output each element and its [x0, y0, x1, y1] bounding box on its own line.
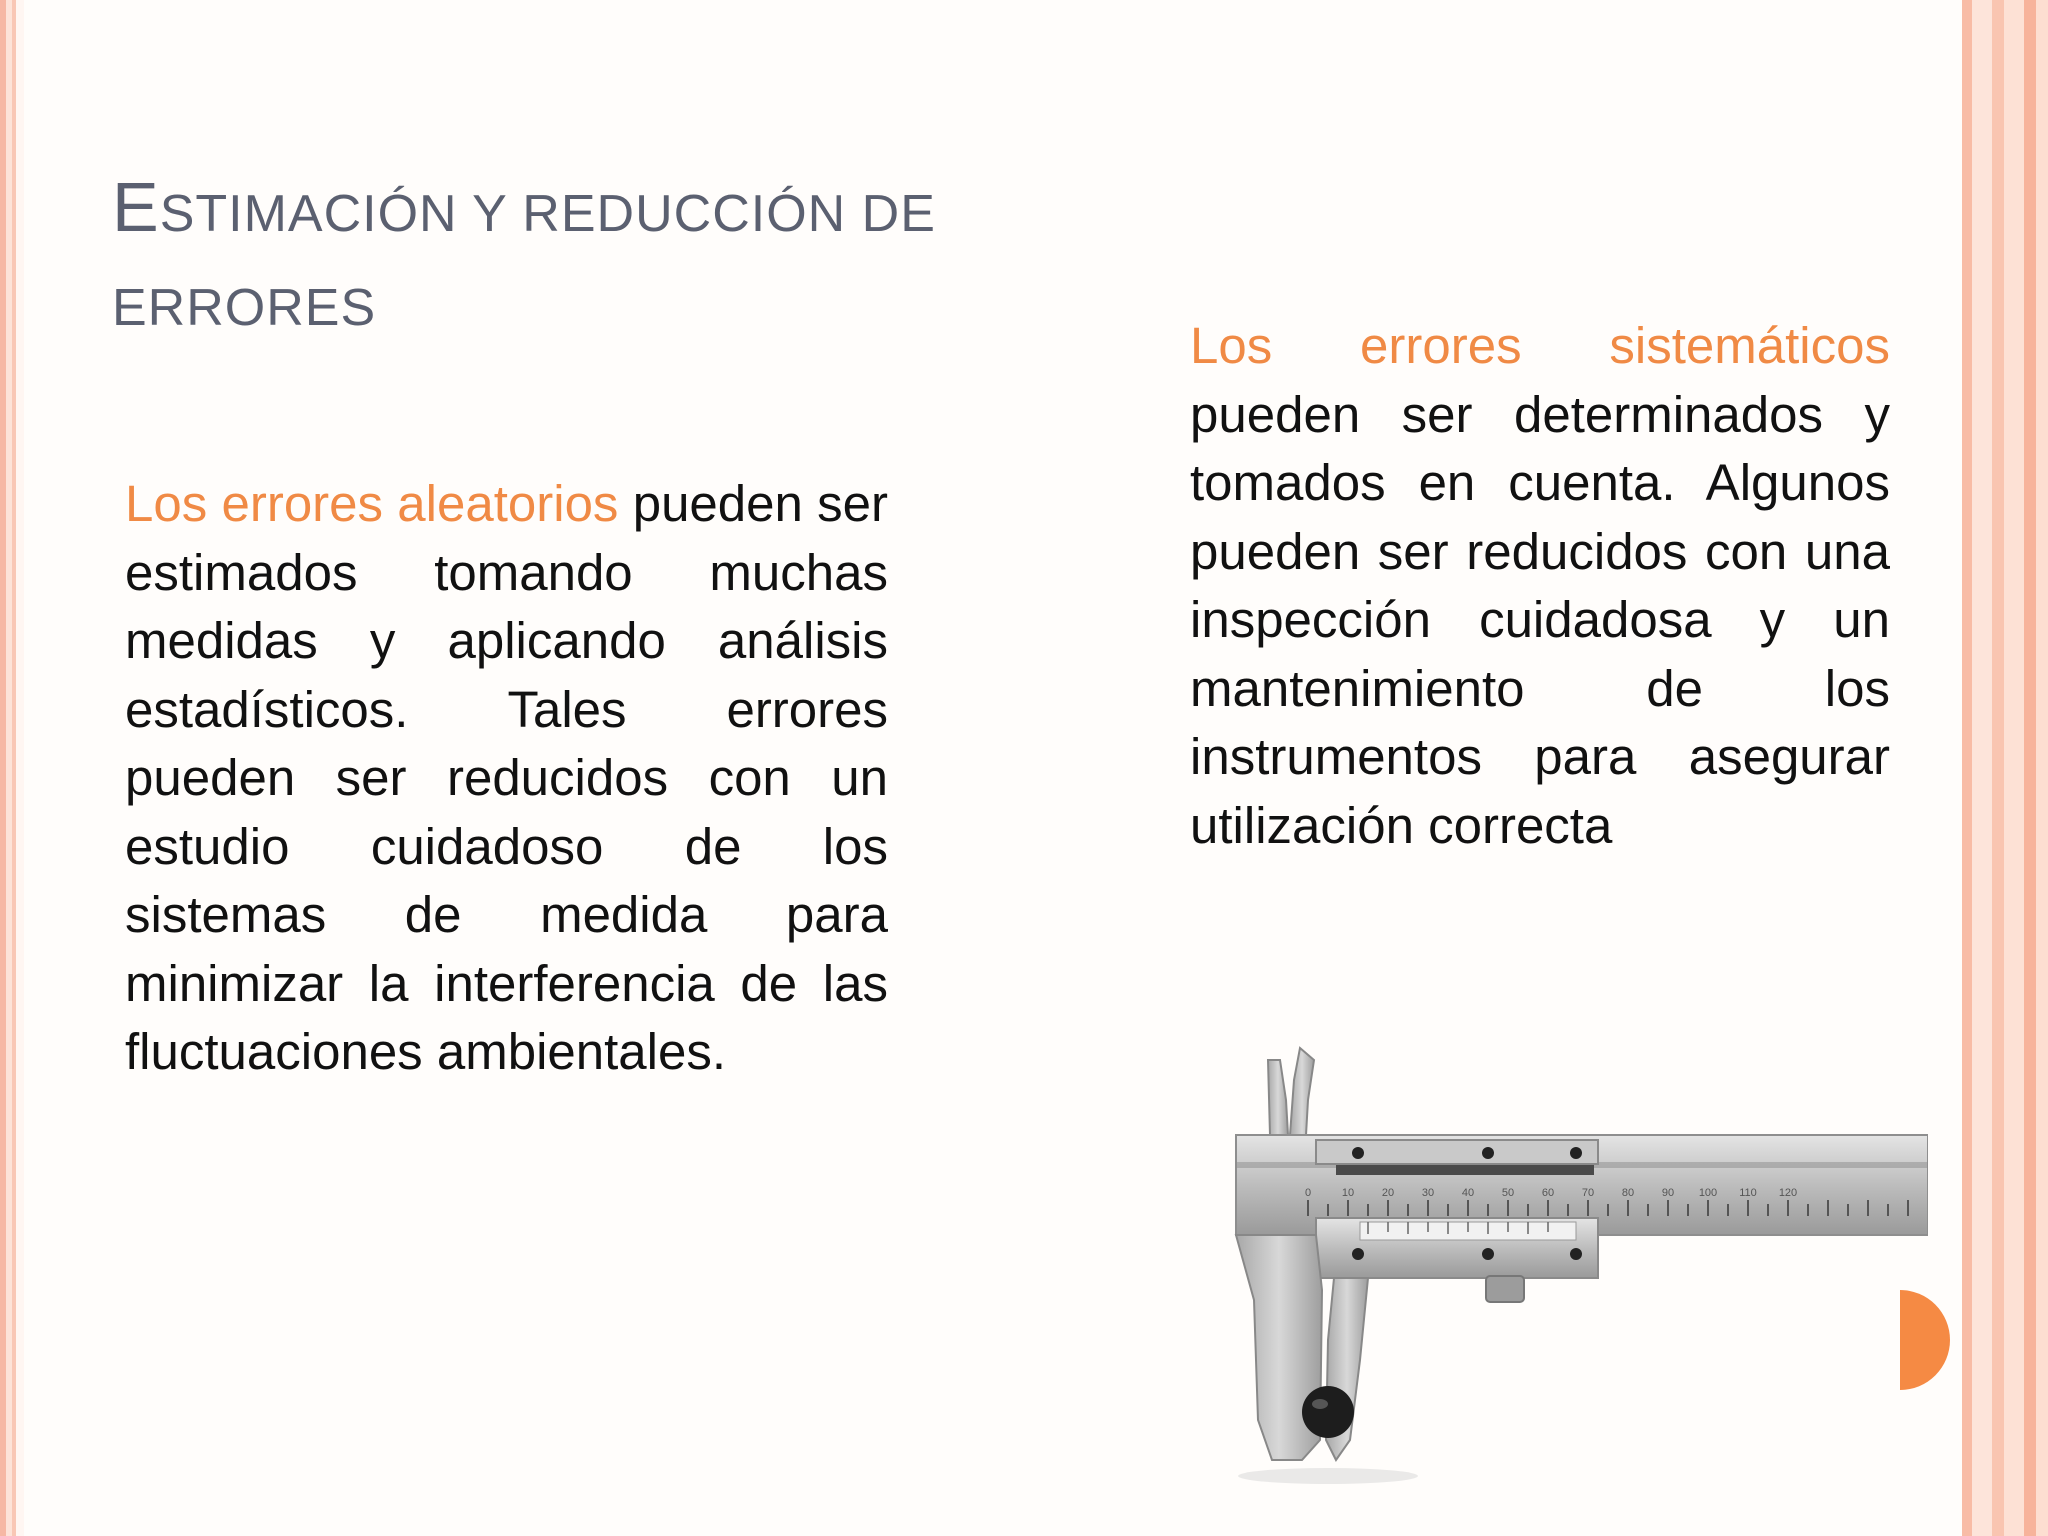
systematic-errors-paragraph	[1190, 312, 1890, 860]
random-errors-text: pueden ser estimados tomando muchas medidas y aplicando análisis estadísticos. Tales errores pueden ser reducidos con un estudio cuidadoso de los sistemas de medida para minimizar la interferencia de las fluctuaciones ambientales.	[125, 475, 888, 1080]
vernier-caliper-icon	[1218, 1040, 1928, 1490]
scale-number-70: 70	[1581, 1187, 1595, 1199]
systematic-errors-text: pueden ser determinados y tomados en cuenta. Algunos pueden ser reducidos con una inspección cuidadosa y un mantenimiento de los instrumentos para asegurar utilización correcta	[1190, 385, 1890, 854]
scale-number-30: 30	[1421, 1187, 1435, 1199]
right-border-decoration	[1958, 0, 2048, 1536]
scale-number-80: 80	[1621, 1187, 1635, 1199]
scale-number-20: 20	[1381, 1187, 1395, 1199]
scale-number-40: 40	[1461, 1187, 1475, 1199]
scale-number-120: 120	[1778, 1187, 1798, 1199]
scale-number-50: 50	[1501, 1187, 1515, 1199]
slide-title	[112, 160, 1112, 355]
scale-number-100: 100	[1698, 1187, 1718, 1199]
random-errors-paragraph	[125, 470, 888, 1087]
left-border-decoration	[0, 0, 24, 1536]
random-errors-highlight: Los errores aleatorios	[125, 475, 619, 532]
scale-number-110: 110	[1739, 1187, 1757, 1199]
title-line1: STIMACIÓN Y REDUCCIÓN DE	[159, 185, 936, 243]
scale-number-0: 0	[1304, 1187, 1312, 1199]
scale-number-60: 60	[1541, 1187, 1555, 1199]
title-initial: E	[112, 168, 160, 246]
scale-number-90: 90	[1661, 1187, 1675, 1199]
scale-number-10: 10	[1341, 1187, 1355, 1199]
systematic-errors-highlight: Los errores sistemáticos	[1190, 317, 1890, 374]
title-line2: ERRORES	[112, 279, 377, 337]
